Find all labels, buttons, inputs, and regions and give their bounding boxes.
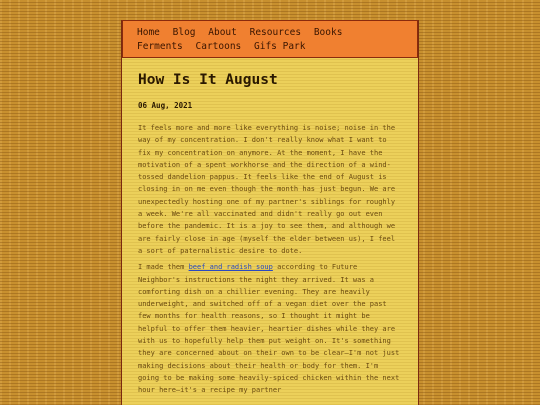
nav-resources-link[interactable]: Resources — [249, 27, 302, 38]
top-nav — [122, 20, 418, 58]
blog-post — [138, 70, 402, 397]
nav-home-link[interactable]: Home — [137, 27, 160, 38]
beef-radish-soup-link[interactable]: beef and radish soup — [188, 263, 273, 272]
post-title: How Is It August — [138, 72, 278, 88]
post-paragraph-1: It feels more and more like everything is noise; noise in the way of my concentration. I don't really know what I want to fix my concentration on anymore. At the moment, I have the motivation of a spent workhorse and the direction of a wind-tossed dandelion pappus. It feels like the end of August is closing in on me even though the month has just begun. We are unexpectedly hosting one of my partner's siblings for roughly a week. We're all vaccinated and didn't really go out even before the pandemic. It is a joy to see them, and although we are fairly close in age (myself the elder between us), I feel a sort of paternalistic desire to dote. — [138, 124, 396, 255]
nav-about-link[interactable]: About — [208, 27, 237, 38]
nav-blog-link[interactable]: Blog — [172, 27, 196, 38]
post-paragraph-2 — [138, 261, 402, 396]
page-container — [121, 20, 419, 405]
nav-books-link[interactable]: Books — [313, 27, 343, 38]
paragraph-2-body: according to Future Neighbor's instructions the night they arrived. It was a comforting dish on a chillier evening. They are heavily underweight, and switched off of a vegan diet over the past few months for health reasons, so I thought it might be helpful to offer them heavier, heartier dishes while they are with us to hopefully help them put weight on. It's something they are concerned about on their own to be clear—I'm not just making decisions about their health or body for them. I'm going to be making some heavily-spiced chicken within the next hour here—it's a recipe my partner — [138, 263, 400, 395]
post-date: 06 Aug, 2021 — [138, 101, 193, 110]
nav-cartoons-link[interactable]: Cartoons — [195, 41, 242, 52]
paragraph-2-intro: I made them — [138, 263, 189, 272]
nav-gifs-park-link[interactable]: Gifs Park — [254, 41, 306, 52]
nav-ferments-link[interactable]: Ferments — [137, 41, 183, 52]
